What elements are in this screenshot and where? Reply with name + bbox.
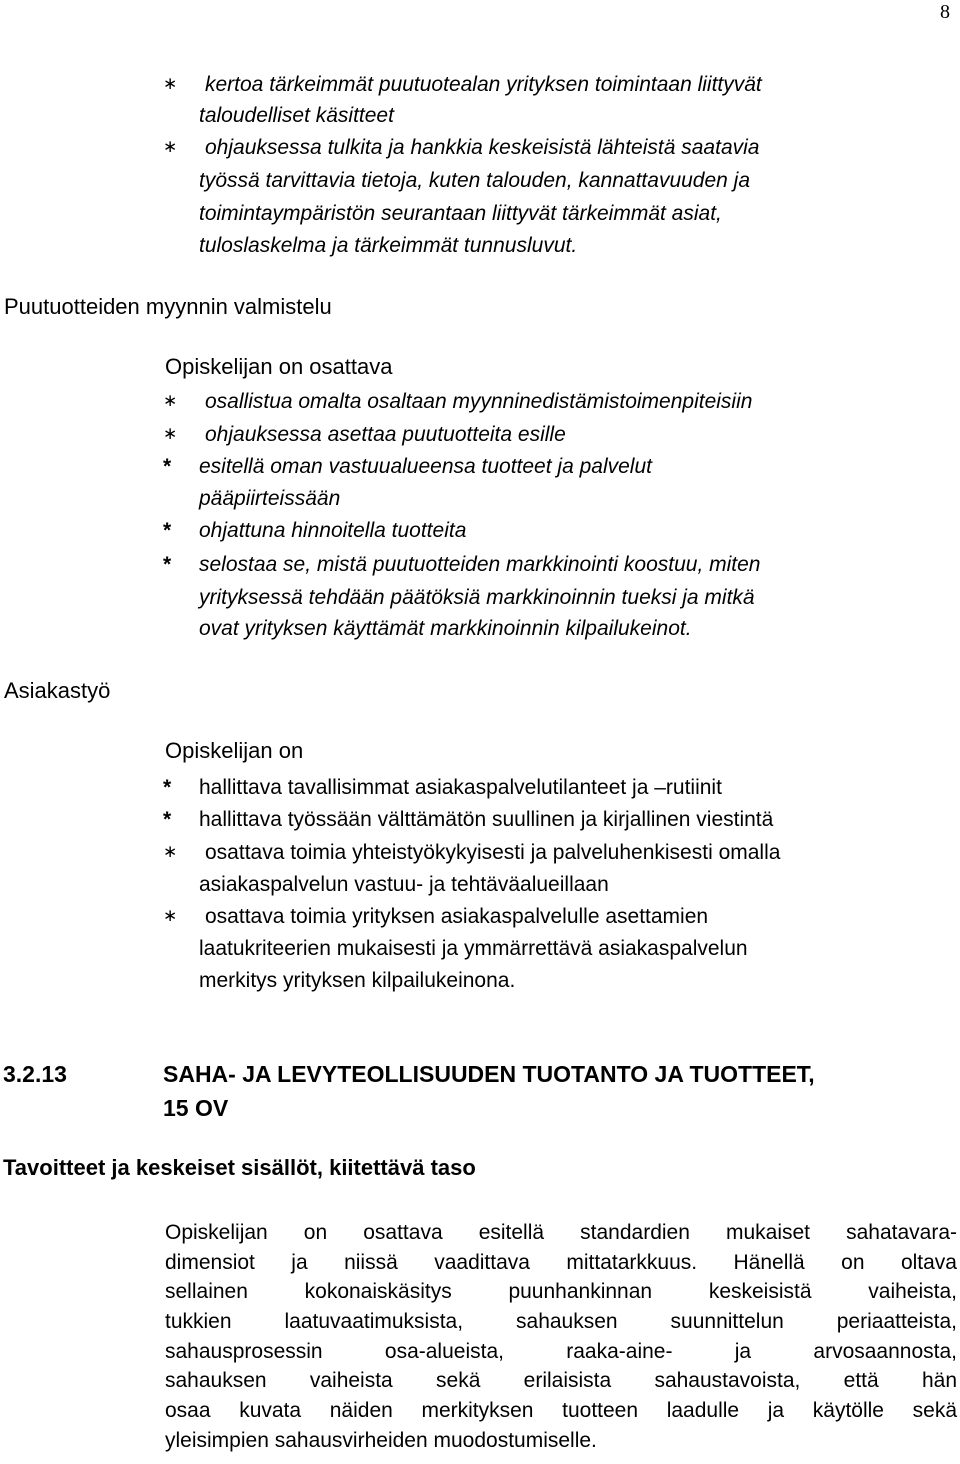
bullet-marker: *	[163, 553, 172, 576]
section-intro: Opiskelijan on	[165, 738, 304, 763]
paragraph-line: Opiskelijan on osattava esitellä standardien mukaiset sahatavara-	[165, 1221, 957, 1244]
list-item-continuation	[0, 104, 960, 128]
list-item	[0, 73, 960, 97]
list-item-text: selostaa se, mistä puutuotteiden markkinointi koostuu, miten	[199, 553, 761, 576]
paragraph-line: yleisimpien sahausvirheiden muodostumiselle.	[165, 1428, 597, 1452]
bullet-marker: ∗	[163, 842, 178, 862]
paragraph-line: sellainen kokonaiskäsitys puunhankinnan keskeisistä vaiheista,	[165, 1280, 957, 1304]
bullet-marker: ∗	[163, 74, 178, 94]
paragraph-line: dimensiot ja niissä vaadittava mittatarkkuus. Hänellä on oltava	[165, 1250, 957, 1274]
body-paragraph	[165, 1218, 957, 1456]
list-item-continuation	[0, 937, 960, 961]
list-item-text: osattava toimia yrityksen asiakaspalvelulle asettamien	[205, 905, 709, 928]
list-item-continuation	[0, 969, 960, 993]
page-number: 8	[940, 1, 950, 23]
section-number: 3.2.13	[3, 1061, 67, 1087]
list-item-text: työssä tarvittavia tietoja, kuten talouden, kannattavuuden ja	[199, 169, 751, 192]
list-item-text: hallittava työssään välttämätön suullinen ja kirjallinen viestintä	[199, 808, 774, 831]
list-item-text: asiakaspalvelun vastuu- ja tehtäväalueillaan	[199, 873, 609, 896]
list-item	[0, 905, 960, 929]
section-title-continuation: 15 OV	[163, 1095, 229, 1121]
list-item-text: ohjauksessa asettaa puutuotteita esille	[205, 423, 566, 446]
bullet-marker: ∗	[163, 137, 178, 157]
list-item-text: osattava toimia yhteistyökykyisesti ja palveluhenkisesti omalla	[205, 841, 781, 864]
list-item-continuation	[0, 202, 960, 226]
bullet-marker: *	[163, 776, 172, 799]
section-heading-customer-work: Asiakastyö	[4, 678, 111, 703]
list-item	[0, 390, 960, 414]
list-item-continuation	[0, 487, 960, 511]
list-item-text: taloudelliset käsitteet	[199, 104, 394, 127]
list-item	[0, 808, 960, 832]
list-item	[0, 455, 960, 479]
bullet-marker: ∗	[163, 906, 178, 926]
bullet-marker: ∗	[163, 424, 178, 444]
list-item-text: kertoa tärkeimmät puutuotealan yrityksen toimintaan liittyvät	[205, 73, 762, 96]
paragraph-line: osaa kuvata näiden merkityksen tuotteen laadulle ja käytölle sekä	[165, 1399, 957, 1423]
paragraph-line: sahauksen vaiheista sekä erilaisista sahaustavoista, että hän	[165, 1369, 957, 1393]
list-item-text: merkitys yrityksen kilpailukeinona.	[199, 969, 516, 992]
list-item-continuation	[0, 617, 960, 641]
section-title: SAHA- JA LEVYTEOLLISUUDEN TUOTANTO JA TUOTTEET,	[163, 1061, 815, 1087]
list-item-text: ohjauksessa tulkita ja hankkia keskeisistä lähteistä saatavia	[205, 136, 760, 159]
list-item	[0, 841, 960, 865]
section-intro: Opiskelijan on osattava	[165, 354, 393, 379]
list-item-text: laatukriteerien mukaisesti ja ymmärrettävä asiakaspalvelun	[199, 937, 748, 960]
list-item	[0, 423, 960, 447]
paragraph-line: sahausprosessin osa-alueista, raaka-aine- ja arvosaannosta,	[165, 1339, 957, 1363]
list-item-text: osallistua omalta osaltaan myynninedistämistoimenpiteisiin	[205, 390, 753, 413]
list-item-text: esitellä oman vastuualueensa tuotteet ja palvelut	[199, 455, 652, 478]
list-item	[0, 519, 960, 543]
list-item-text: pääpiirteissään	[199, 487, 341, 510]
bullet-marker: ∗	[163, 391, 178, 411]
bullet-marker: *	[163, 455, 172, 478]
list-item-text: yrityksessä tehdään päätöksiä markkinoinnin tueksi ja mitkä	[199, 586, 755, 609]
list-item-continuation	[0, 586, 960, 610]
list-item-continuation	[0, 234, 960, 258]
subheading: Tavoitteet ja keskeiset sisällöt, kiitettävä taso	[3, 1155, 476, 1180]
list-item-continuation	[0, 873, 960, 897]
bullet-marker: *	[163, 808, 172, 831]
list-item	[0, 776, 960, 800]
paragraph-line: tukkien laatuvaatimuksista, sahauksen suunnittelun periaatteista,	[165, 1310, 957, 1334]
list-item-text: tuloslaskelma ja tärkeimmät tunnusluvut.	[199, 234, 578, 257]
list-item	[0, 553, 960, 577]
list-item-text: hallittava tavallisimmat asiakaspalvelutilanteet ja –rutiinit	[199, 776, 722, 799]
list-item-text: ohjattuna hinnoitella tuotteita	[199, 519, 467, 542]
list-item	[0, 136, 960, 160]
section-heading-sales: Puutuotteiden myynnin valmistelu	[4, 294, 332, 319]
list-item-text: ovat yrityksen käyttämät markkinoinnin kilpailukeinot.	[199, 617, 692, 640]
list-item-continuation	[0, 169, 960, 193]
list-item-text: toimintaympäristön seurantaan liittyvät tärkeimmät asiat,	[199, 202, 722, 225]
bullet-marker: *	[163, 519, 172, 542]
